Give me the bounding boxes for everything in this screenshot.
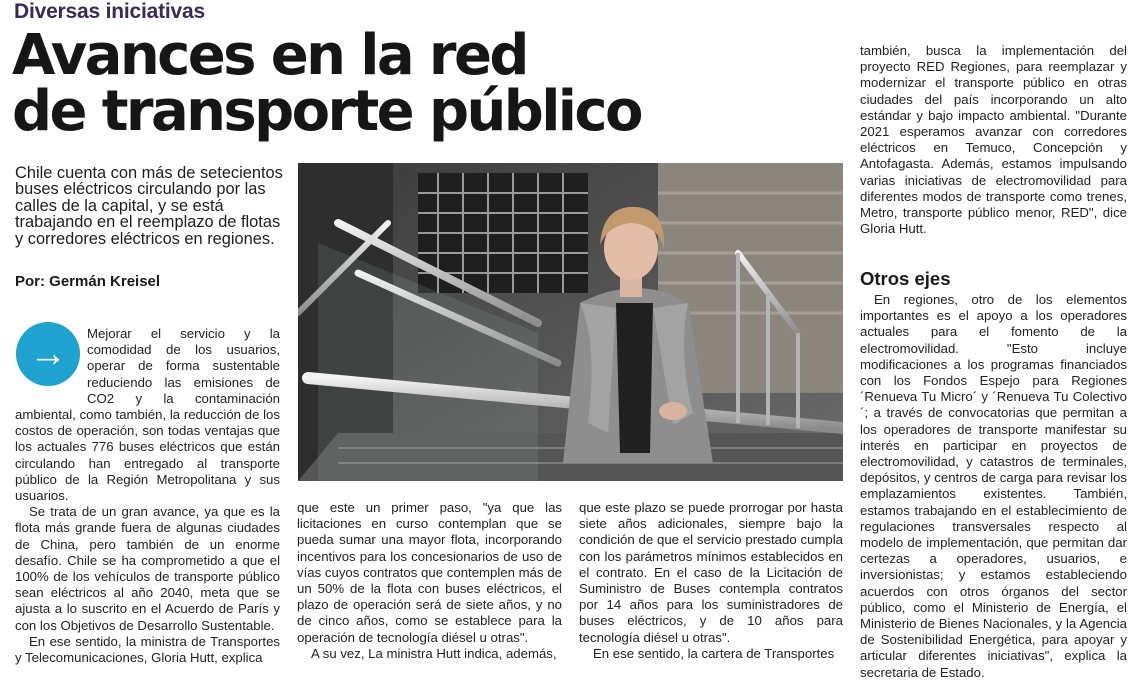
- paragraph: también, busca la implementación del proyecto RED Regiones, para reemplazar y modernizar el transporte público en otras ciudades del país incorporando un alto estándar y bajo impacto ambiental. "Durante 2021 esperamos avanzar con corredores eléctricos en Temuco, Concepción y Antofagasta. Además, estamos impulsando varias iniciativas de electromovilidad para diferentes modos de transporte como trenes, Metro, transporte público menor, RED", dice Gloria Hutt.: [860, 43, 1127, 237]
- byline: Por: Germán Kreisel: [15, 273, 161, 290]
- article-column-2: [297, 500, 562, 686]
- paragraph: Mejorar el servicio y la comodidad de los usuarios, operar de forma sustentable reduciendo las emisiones de CO2 y la contaminación ambiental, como también, la reducción de los costos de operación, son todas ventajas que los actuales 776 buses eléctricos que están circulando han entregado al transporte público de la Región Metropolitana y sus usuarios.: [15, 326, 280, 504]
- headline-line-1: Avances en la red: [12, 23, 527, 88]
- paragraph: Se trata de un gran avance, ya que es la flota más grande fuera de algunas ciudades de China, pero también de un enorme desafío. Chile se ha comprometido a que el 100% de los vehículos de transporte público sean eléctricos al año 2040, meta que se ajusta a lo suscrito en el Acuerdo de París y con los Objetivos de Desarrollo Sustentable.: [15, 504, 280, 633]
- paragraph: A su vez, La ministra Hutt indica, además,: [311, 645, 557, 661]
- headline: [12, 23, 842, 144]
- arrow-right-icon: →: [16, 322, 80, 386]
- bullet-space: [15, 326, 87, 398]
- paragraph: que este un primer paso, "ya que las licitaciones en curso contemplan que se pueda sumar una mayor flota, incorporando incentivos para los concesionarios de uso de vías cuyos contratos que contemplen más de un 50% de la flota con buses eléctricos, el plazo de operación será de siete años, y no de cinco años, como se establece para la operación de tecnología diésel u otras".: [297, 500, 562, 645]
- lead-paragraph: Chile cuenta con más de setecientos buses eléctricos circulando por las calles de la capital, y se está trabajando en el reemplazo de flotas y corredores eléctricos en regiones.: [15, 164, 283, 248]
- subheading: Otros ejes: [860, 268, 951, 289]
- paragraph: En regiones, otro de los elementos importantes es el apoyo a los operadores actuales para el fomento de la electromovilidad. "Esto incluye modificaciones a los programas financiados con los Fondos Espejo para Regiones ´Renueva Tu Micro´ y ´Renueva Tu Colectivo´; a través de convocatorias que permitan a los operadores de transporte manifestar su interés en participar en proyectos de electromovilidad, y catastros de terminales, depósitos, y centros de carga para revisar los emplazamientos existentes. También, estamos trabajando en el establecimiento de regulaciones transversales respecto al modelo de implementación, que permitan dar certezas a operadores, usuarios, e inversionistas; y estamos estableciendo acuerdos con otros órganos del sector público, como el Ministerio de Energía, el Ministerio de Bienes Nacionales, y la Agencia de Sostenibilidad Energética, para apoyar y articular diferentes iniciativas", explica la secretaria de Estado.: [860, 292, 1127, 680]
- article-column-3: [579, 500, 843, 686]
- paragraph: que este plazo se puede prorrogar por hasta siete años adicionales, siempre bajo la condición de que el servicio prestado cumpla con los parámetros mínimos establecidos en el contrato. En el caso de la Licitación de Suministro de Buses contempla contratos por 14 años para los suministradores de buses eléctricos, y de 10 años para tecnología diésel u otras".: [579, 500, 843, 645]
- article-column-4: [860, 43, 1127, 258]
- article-column-1: [15, 326, 280, 686]
- paragraph: En ese sentido, la ministra de Transportes y Telecomunicaciones, Gloria Hutt, explica: [15, 633, 280, 666]
- section-label: Diversas iniciativas: [14, 0, 205, 23]
- headline-line-2: de transporte público: [12, 79, 641, 144]
- paragraph: En ese sentido, la cartera de Transportes: [593, 645, 835, 661]
- article-column-5: [860, 292, 1127, 686]
- article-photo: [298, 163, 843, 481]
